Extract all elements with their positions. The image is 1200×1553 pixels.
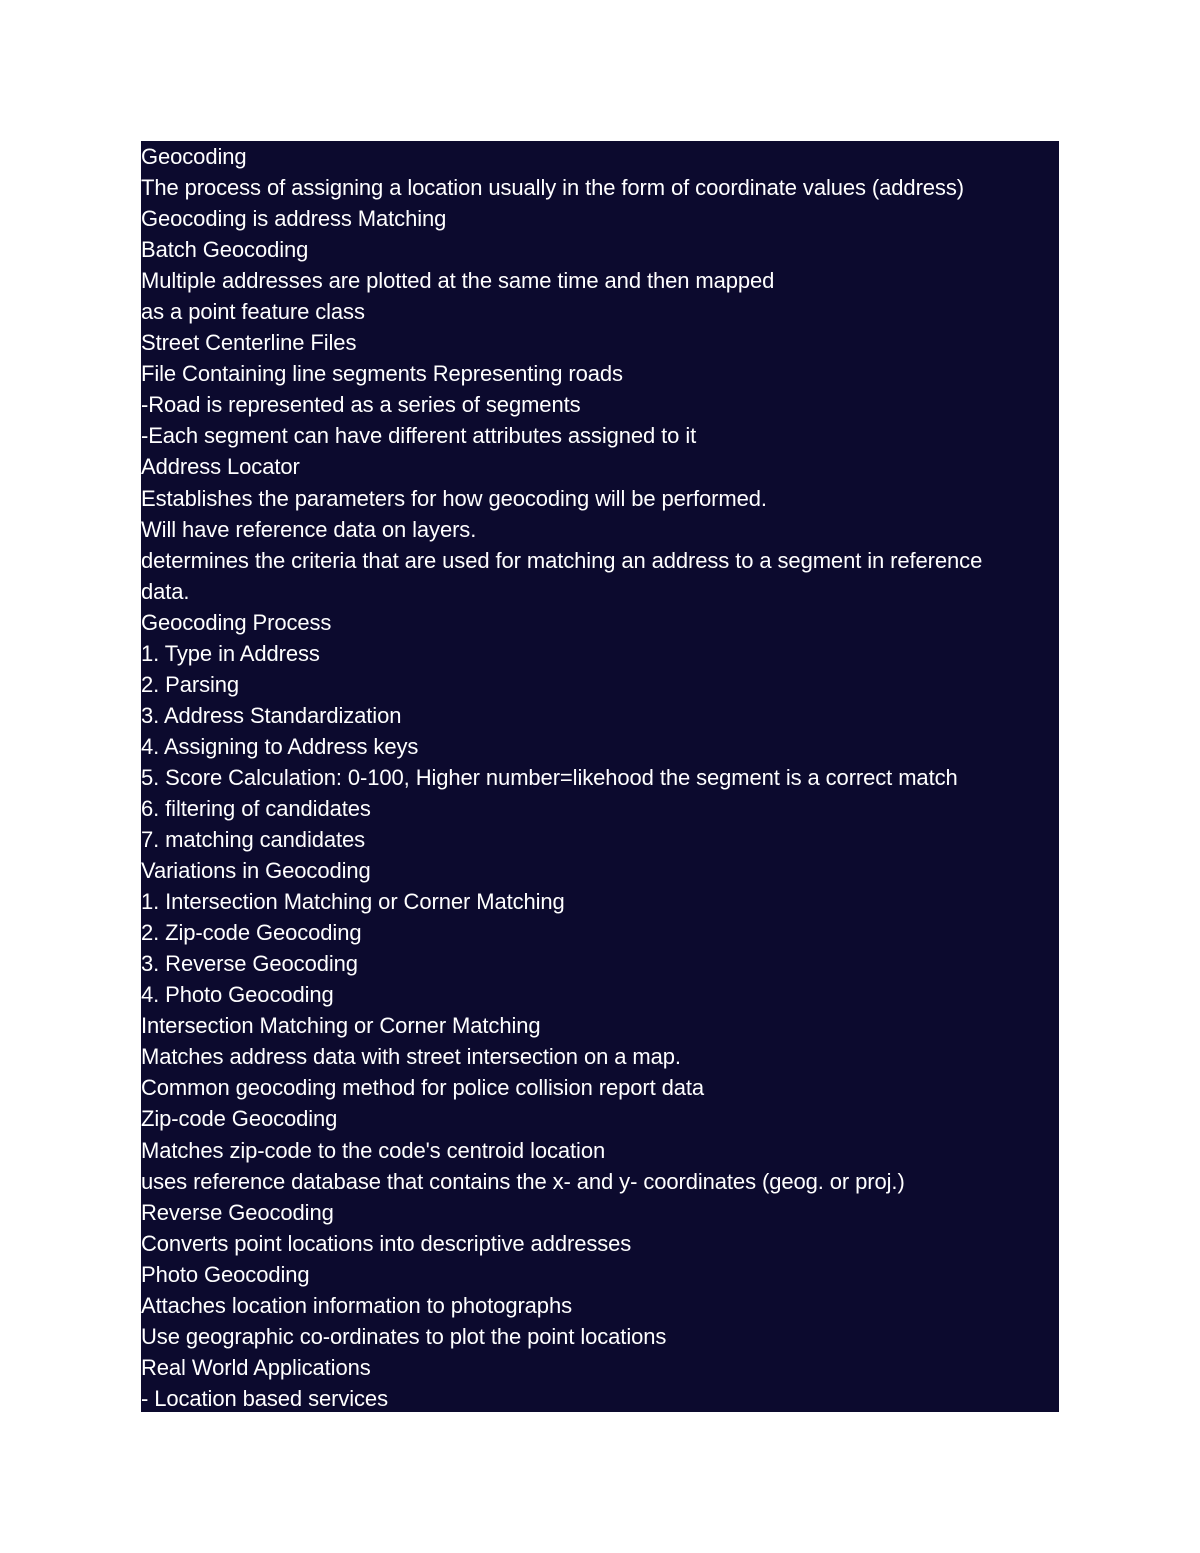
heading-photo-geocoding: Photo Geocoding xyxy=(141,1261,310,1287)
text-line: The process of assigning a location usually in the form of coordinate values (address) xyxy=(141,175,964,201)
list-item: 3. Reverse Geocoding xyxy=(141,951,358,977)
text-line: as a point feature class xyxy=(141,299,365,325)
text-line: Use geographic co-ordinates to plot the point locations xyxy=(141,1323,667,1349)
text-line: Establishes the parameters for how geocoding will be performed. xyxy=(141,485,767,511)
text-line: Matches address data with street intersection on a map. xyxy=(141,1044,681,1070)
heading-address-locator: Address Locator xyxy=(141,454,300,480)
heading-geocoding-process: Geocoding Process xyxy=(141,609,332,635)
text-line: data. xyxy=(141,578,190,604)
heading-geocoding: Geocoding xyxy=(141,144,247,169)
heading-real-world-applications: Real World Applications xyxy=(141,1354,371,1380)
text-line: uses reference database that contains the x- and y- coordinates (geog. or proj.) xyxy=(141,1168,905,1194)
notes-text-block xyxy=(141,141,1059,1412)
heading-batch-geocoding: Batch Geocoding xyxy=(141,237,309,263)
heading-street-centerline-files: Street Centerline Files xyxy=(141,330,357,356)
list-item: 3. Address Standardization xyxy=(141,702,402,728)
list-item: 1. Type in Address xyxy=(141,640,320,666)
list-item: 4. Photo Geocoding xyxy=(141,982,334,1008)
text-line: -Road is represented as a series of segments xyxy=(141,392,581,418)
list-item: 4. Assigning to Address keys xyxy=(141,733,419,759)
text-line: determines the criteria that are used for matching an address to a segment in reference xyxy=(141,547,983,573)
list-item: 7. matching candidates xyxy=(141,827,366,853)
text-line: Converts point locations into descriptive addresses xyxy=(141,1230,632,1256)
heading-variations-in-geocoding: Variations in Geocoding xyxy=(141,858,371,884)
text-line: Attaches location information to photographs xyxy=(141,1292,572,1318)
text-line: File Containing line segments Representing roads xyxy=(141,361,623,387)
text-line: Geocoding is address Matching xyxy=(141,206,447,232)
text-line: Matches zip-code to the code's centroid location xyxy=(141,1137,606,1163)
text-line: Common geocoding method for police collision report data xyxy=(141,1075,705,1101)
list-item: 5. Score Calculation: 0-100, Higher number=likehood the segment is a correct match xyxy=(141,764,958,790)
list-item: 6. filtering of candidates xyxy=(141,795,371,821)
list-item: 2. Zip-code Geocoding xyxy=(141,920,362,946)
heading-intersection-matching: Intersection Matching or Corner Matching xyxy=(141,1013,541,1039)
heading-reverse-geocoding: Reverse Geocoding xyxy=(141,1199,334,1225)
text-line: Multiple addresses are plotted at the same time and then mapped xyxy=(141,268,775,294)
text-line: -Each segment can have different attributes assigned to it xyxy=(141,423,697,449)
heading-zip-code-geocoding: Zip-code Geocoding xyxy=(141,1106,338,1132)
text-line: - Location based services xyxy=(141,1385,388,1411)
text-line: Will have reference data on layers. xyxy=(141,516,477,542)
list-item: 2. Parsing xyxy=(141,671,240,697)
list-item: 1. Intersection Matching or Corner Matching xyxy=(141,889,565,915)
